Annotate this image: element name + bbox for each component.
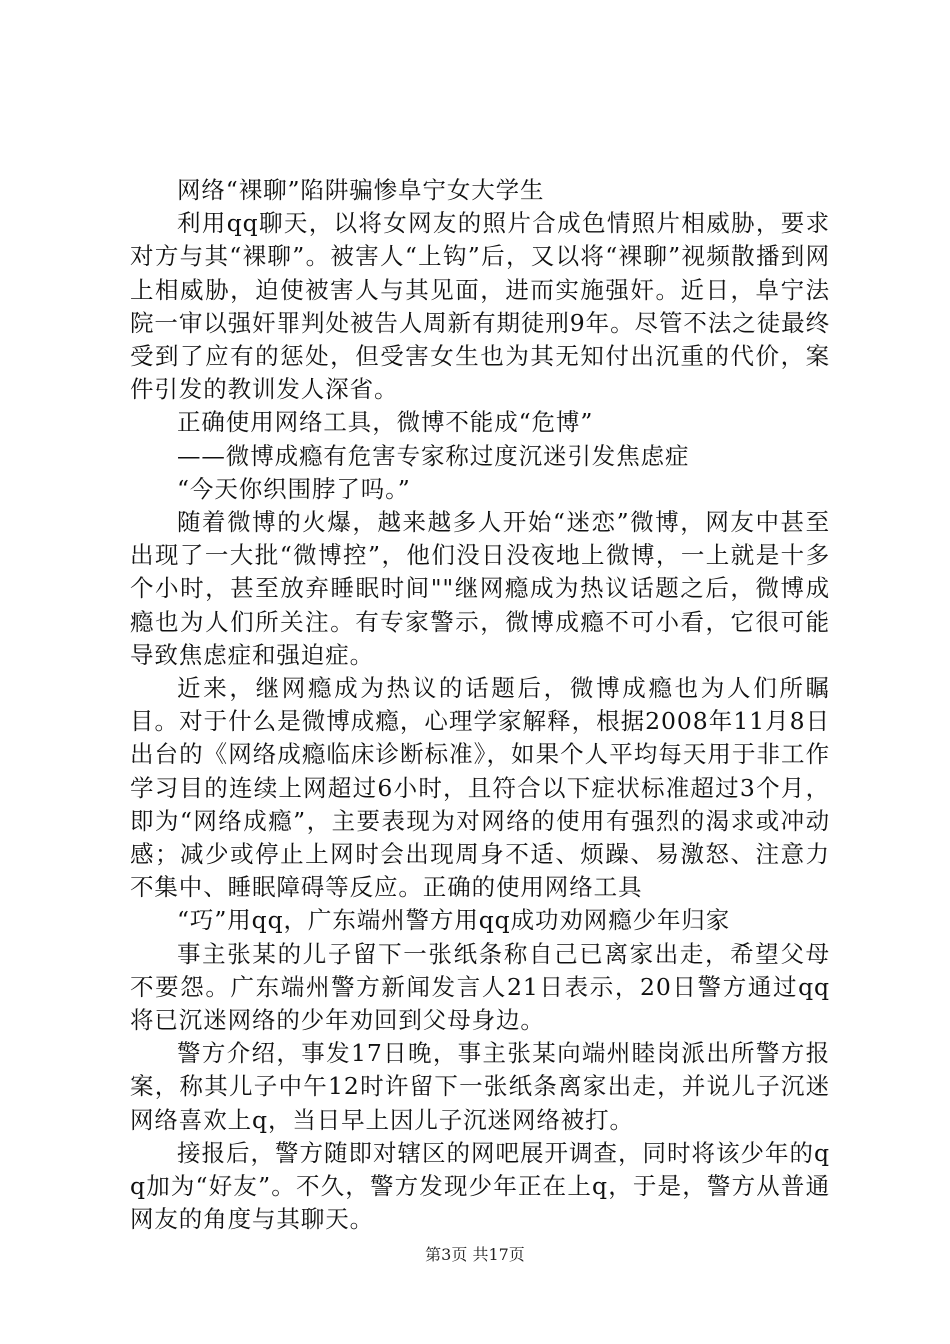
body-paragraph: 警方介绍，事发17日晚，事主张某向端州睦岗派出所警方报案，称其儿子中午12时许留下一张纸条离家出走，并说儿子沉迷网络喜欢上q，当日早上因儿子沉迷网络被打。: [130, 1039, 830, 1134]
body-paragraph: 近来，继网瘾成为热议的话题后，微博成瘾也为人们所瞩目。对于什么是微博成瘾，心理学家解释，根据2008年11月8日出台的《网络成瘾临床诊断标准》，如果个人平均每天用于非工作学习目的连续上网超过6小时，且符合以下症状标准超过3个月，即为“网络成瘾”，主要表现为对网络的使用有强烈的渴求或冲动感；减少或停止上网时会出现周身不适、烦躁、易激怒、注意力不集中、睡眠障碍等反应。正确的使用网络工具: [130, 674, 830, 902]
body-paragraph: 事主张某的儿子留下一张纸条称自己已离家出走，希望父母不要怨。广东端州警方新闻发言人21日表示，20日警方通过qq将已沉迷网络的少年劝回到父母身边。: [130, 939, 830, 1035]
article-title-2: 正确使用网络工具，微博不能成“危博”: [177, 408, 594, 437]
article-subtitle: ——微博成瘾有危害专家称过度沉迷引发焦虑症: [177, 441, 690, 470]
page-number-footer: 第3页 共17页: [425, 1245, 525, 1264]
body-paragraph: 利用qq聊天，以将女网友的照片合成色情照片相威胁，要求对方与其“裸聊”。被害人“上钩”后，又以将“裸聊”视频散播到网上相威胁，迫使被害人与其见面，进而实施强奸。近日，阜宁法院一审以强奸罪判处被告人周新有期徒刑9年。尽管不法之徒最终受到了应有的惩处，但受害女生也为其无知付出沉重的代价，案件引发的教训发人深省。: [130, 209, 830, 404]
quote-line: “今天你织围脖了吗。”: [177, 474, 411, 503]
article-title-1: 网络“裸聊”陷阱骗惨阜宁女大学生: [177, 176, 545, 204]
body-paragraph: 随着微博的火爆，越来越多人开始“迷恋”微博，网友中甚至出现了一大批“微博控”，他们没日没夜地上微博，一上就是十多个小时，甚至放弃睡眠时间""继网瘾成为热议话题之后，微博成瘾也为人们所关注。有专家警示，微博成瘾不可小看，它很可能导致焦虑症和强迫症。: [130, 508, 830, 669]
body-paragraph: 接报后，警方随即对辖区的网吧展开调查，同时将该少年的qq加为“好友”。不久，警方发现少年正在上q，于是，警方从普通网友的角度与其聊天。: [130, 1138, 830, 1234]
article-title-3: “巧”用qq，广东端州警方用qq成功劝网瘾少年归家: [177, 906, 731, 935]
document-body: [130, 174, 830, 1237]
